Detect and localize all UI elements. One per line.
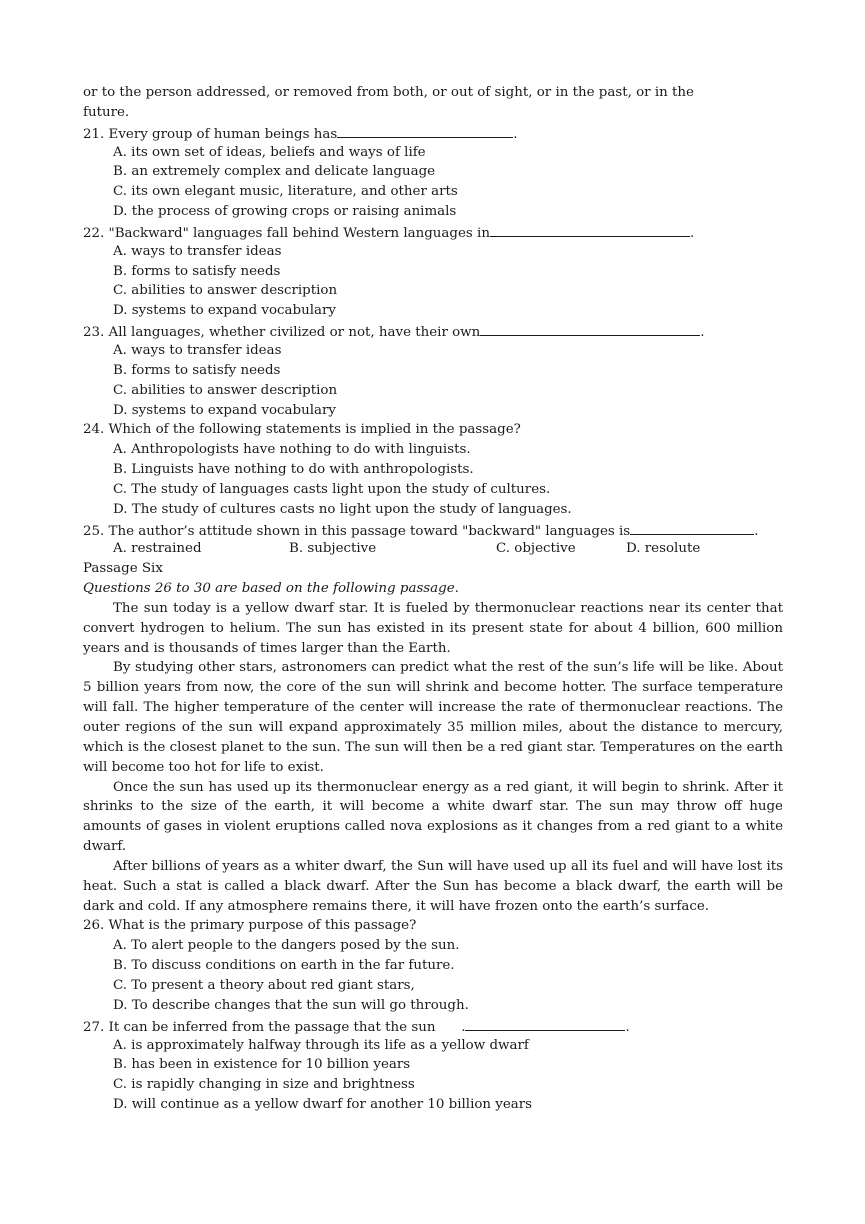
option-b: B. To discuss conditions on earth in the far future. [113, 958, 455, 974]
question-tail: . [689, 225, 695, 241]
question-stem: 27. It can be inferred from the passage that the sun [83, 1019, 436, 1035]
passage-title: Passage Six [83, 561, 163, 577]
answer-blank [465, 1016, 625, 1031]
question-tail: . [625, 1019, 630, 1035]
option-d: D. systems to expand vocabulary [113, 402, 336, 418]
passage-instruction: Questions 26 to 30 are based on the following passage. [83, 581, 459, 597]
paragraph: Once the sun has used up its thermonuclear energy as a red giant, it will begin to shrink. After it shrinks to the size of the earth, it will become a white dwarf star. The sun may throw off huge amounts of gases in violent eruptions called nova explosions as it changes from a red giant to a white dwarf. [83, 779, 783, 855]
option-a: A. ways to transfer ideas [113, 342, 282, 358]
option-a: A. is approximately halfway through its life as a yellow dwarf [113, 1037, 529, 1053]
answer-blank [337, 123, 513, 138]
option-c: C. To present a theory about red giant stars, [113, 977, 415, 993]
option-a: A. restrained [113, 541, 202, 557]
option-a: A. Anthropologists have nothing to do with linguists. [113, 442, 471, 458]
option-b: B. Linguists have nothing to do with anthropologists. [113, 462, 474, 478]
option-c: C. is rapidly changing in size and brightness [113, 1077, 415, 1093]
option-b: B. has been in existence for 10 billion years [113, 1057, 411, 1073]
option-c: C. The study of languages casts light upon the study of cultures. [113, 481, 551, 497]
option-d: D. will continue as a yellow dwarf for another 10 billion years [113, 1097, 533, 1113]
question-24: 24. Which of the following statements is implied in the passage? [83, 422, 521, 438]
question-tail: . [700, 325, 705, 341]
document-page [83, 83, 783, 1115]
question-stem: 25. The author’s attitude shown in this passage toward "backward" languages is [83, 523, 631, 539]
question-22 [83, 222, 783, 242]
option-a: A. To alert people to the dangers posed by the sun. [113, 938, 460, 954]
question-26: 26. What is the primary purpose of this passage? [83, 918, 417, 934]
option-c: C. abilities to answer description [113, 382, 338, 398]
question-stem: 23. All languages, whether civilized or not, have their own [83, 325, 481, 341]
question-21 [83, 123, 783, 143]
option-b: B. subjective [289, 541, 377, 557]
option-b: B. an extremely complex and delicate language [113, 164, 436, 180]
option-d: D. The study of cultures casts no light upon the study of languages. [113, 501, 572, 517]
question-tail: . [513, 126, 518, 142]
option-d: D. the process of growing crops or raising animals [113, 204, 457, 220]
intro-line: or to the person addressed, or removed from both, or out of sight, or in the past, or in the [83, 85, 694, 100]
intro-line: future. [83, 104, 130, 120]
answer-blank [490, 222, 690, 237]
paragraph: After billions of years as a whiter dwarf, the Sun will have used up all its fuel and will have lost its heat. Such a stat is called a black dwarf. After the Sun has become a black dwarf, the earth will be dark and cold. If any atmosphere remains there, it will have frozen onto the earth’s surface. [83, 858, 783, 914]
question-stem: 21. Every group of human beings has [83, 126, 338, 142]
question-stem: 22. "Backward" languages fall behind Western languages in [83, 225, 490, 241]
option-a: A. ways to transfer ideas [113, 243, 282, 259]
option-b: B. forms to satisfy needs [113, 362, 281, 378]
question-25 [83, 520, 783, 540]
option-d: D. resolute [626, 541, 701, 557]
option-row [83, 539, 783, 559]
option-c: C. its own elegant music, literature, and other arts [113, 184, 458, 200]
option-a: A. its own set of ideas, beliefs and ways of life [113, 144, 426, 160]
paragraph: The sun today is a yellow dwarf star. It is fueled by thermonuclear reactions near its center that convert hydrogen to helium. The sun has existed in its present state for about 4 billion, 600 million years and is thousands of times larger than the Earth. [83, 600, 783, 656]
option-d: D. systems to expand vocabulary [113, 303, 336, 319]
option-c: C. abilities to answer description [113, 283, 338, 299]
question-23 [83, 321, 783, 341]
question-mid: . [461, 1019, 466, 1035]
question-tail: . [754, 523, 759, 539]
option-b: B. forms to satisfy needs [113, 263, 281, 279]
paragraph: By studying other stars, astronomers can predict what the rest of the sun’s life will be like. About 5 billion years from now, the core of the sun will shrink and become hotter. The surface temperature will fall. The higher temperature of the center will increase the rate of thermonuclear reactions. The outer regions of the sun will expand approximately 35 million miles, about the distance to mercury, which is the closest planet to the sun. The sun will then be a red giant star. Temperatures on the earth will become too hot for life to exist. [83, 660, 783, 775]
option-d: D. To describe changes that the sun will go through. [113, 997, 469, 1013]
answer-blank [480, 321, 700, 336]
answer-blank [630, 520, 754, 535]
question-27 [83, 1016, 783, 1036]
option-c: C. objective [496, 541, 576, 557]
